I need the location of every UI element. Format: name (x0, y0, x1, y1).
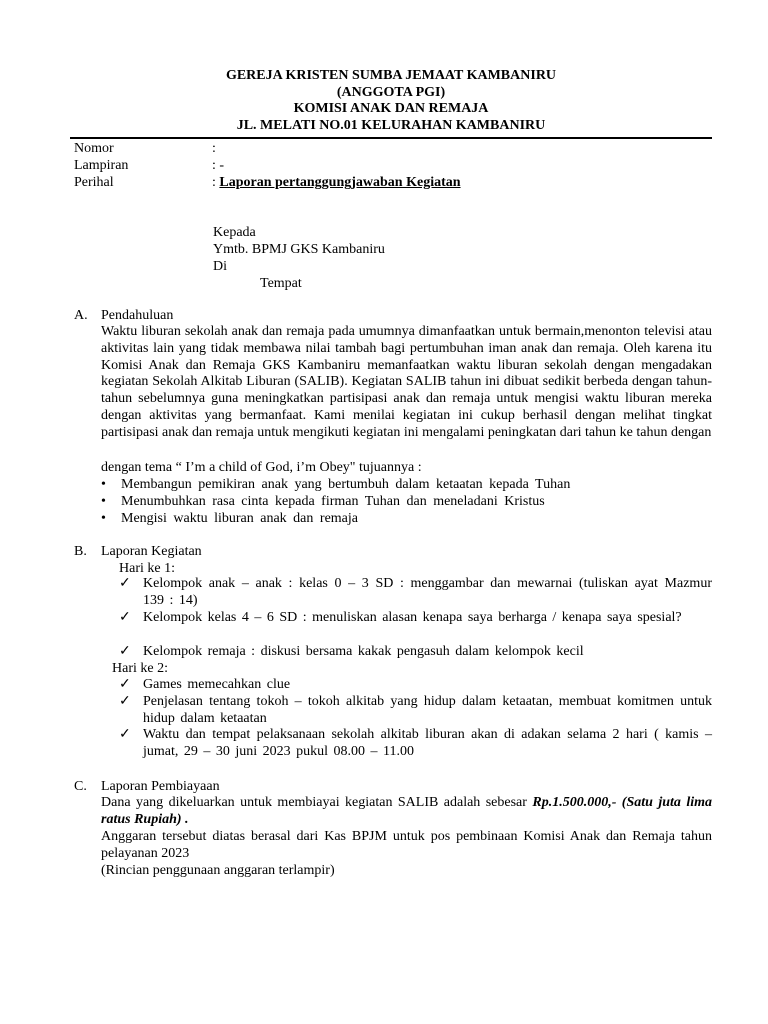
meta-perihal-subject: Laporan pertanggungjawaban Kegiatan (219, 175, 461, 190)
list-item (119, 677, 712, 694)
section-c-funding-prefix: Dana yang dikeluarkan untuk membiayai kegiatan SALIB adalah sebesar (101, 795, 533, 810)
section-a-bullet-1: Membangun pemikiran anak yang bertumbuh dalam ketaatan kepada Tuhan (121, 477, 571, 492)
section-c-funding-suffix: . (181, 811, 189, 827)
section-b-day1-item-1: Kelompok anak – anak : kelas 0 – 3 SD : menggambar dan mewarnai (tuliskan ayat Mazmur 139 : 14) (143, 576, 712, 608)
meta-perihal-colon: : (212, 175, 220, 190)
section-b-day2-item-2: Penjelasan tentang tokoh – tokoh alkitab yang hidup dalam ketaatan, membuat komitmen untuk hidup dalam ketaatan (143, 694, 712, 726)
section-a-title: Pendahuluan (101, 308, 174, 323)
section-c-source: Anggaran tersebut diatas berasal dari Kas BPJM untuk pos pembinaan Komisi Anak dan Remaja tahun pelayanan 2023 (101, 829, 712, 861)
section-a-theme-line: dengan tema “ I’m a child of God, i’m Obey" tujuannya : (101, 460, 422, 475)
list-item (119, 576, 712, 610)
meta-nomor-label: Nomor (74, 141, 114, 156)
bullet-icon: • (101, 477, 106, 492)
check-icon: ✓ (119, 677, 131, 692)
section-b-day1-label: Hari ke 1: (119, 561, 175, 576)
section-b-letter: B. (74, 544, 87, 559)
check-icon: ✓ (119, 644, 131, 659)
section-c-note: (Rincian penggunaan anggaran terlampir) (101, 863, 335, 878)
list-item (119, 694, 712, 728)
list-item (119, 727, 712, 761)
address-tempat: Tempat (260, 276, 302, 291)
address-recipient: Ymtb. BPMJ GKS Kambaniru (213, 242, 385, 257)
section-a-bullet-3: Mengisi waktu liburan anak dan remaja (121, 511, 358, 526)
list-item (119, 644, 712, 661)
section-a-bullet-2: Menumbuhkan rasa cinta kepada firman Tuhan dan meneladani Kristus (121, 494, 545, 509)
section-a-paragraph: Waktu liburan sekolah anak dan remaja pada umumnya dimanfaatkan untuk bermain,menonton televisi atau aktivitas lain yang tidak membawa nilai tambah bagi pertumbuhan iman anak dan remaja. Oleh karena itu Komisi Anak dan Remaja GKS Kambaniru memanfaatkan waktu liburan sekolah dengan mengadakan kegiatan Sekolah Alkitab Liburan (SALIB). Kegiatan SALIB tahun ini dibuat sedikit berbeda dengan tahun-tahun sebelumnya guna meningkatkan partisipasi anak dan remaja untuk mengisi waktu liburan mereka dengan aktivitas yang bermanfaat. Kami menilai kegiatan ini cukup berhasil dengan melihat tingkat partisipasi anak dan remaja untuk mengikuti kegiatan ini mengalami peningkatan dari tahun ke tahun dengan (101, 324, 712, 440)
section-b-title: Laporan Kegiatan (101, 544, 202, 559)
section-b-day1-item-2: Kelompok kelas 4 – 6 SD : menuliskan alasan kenapa saya berharga / kenapa saya spesial? (143, 610, 682, 625)
letterhead (70, 68, 712, 134)
address-kepada: Kepada (213, 225, 256, 240)
section-c-funding-amount: Rp.1.500.000,- (Satu juta lima ratus Rupiah) (101, 795, 712, 827)
section-c-letter: C. (74, 779, 87, 794)
meta-perihal-label: Perihal (74, 175, 114, 190)
bullet-icon: • (101, 494, 106, 509)
section-b-day2-item-1: Games memecahkan clue (143, 677, 291, 692)
section-b-day1-item-3: Kelompok remaja : diskusi bersama kakak pengasuh dalam kelompok kecil (143, 644, 584, 659)
letterhead-membership: (ANGGOTA PGI) (336, 84, 446, 100)
section-c-title: Laporan Pembiayaan (101, 779, 220, 794)
bullet-icon: • (101, 511, 106, 526)
section-c-funding (101, 795, 712, 829)
check-icon: ✓ (119, 610, 131, 625)
letterhead-address: JL. MELATI NO.01 KELURAHAN KAMBANIRU (236, 117, 546, 133)
letterhead-church-name: GEREJA KRISTEN SUMBA JEMAAT KAMBANIRU (225, 68, 557, 83)
check-icon: ✓ (119, 576, 131, 591)
meta-nomor-value: : (212, 141, 216, 156)
letterhead-divider (70, 137, 712, 139)
section-a-letter: A. (74, 308, 88, 323)
meta-perihal-value-wrap (212, 174, 461, 191)
check-icon: ✓ (119, 694, 131, 709)
check-icon: ✓ (119, 727, 131, 742)
address-di: Di (213, 259, 227, 274)
list-item (119, 610, 712, 627)
section-b-day2-label: Hari ke 2: (112, 661, 168, 676)
meta-lampiran-label: Lampiran (74, 158, 129, 173)
section-b-day2-item-3: Waktu dan tempat pelaksanaan sekolah alkitab liburan akan di adakan selama 2 hari ( kamis – jumat, 29 – 30 juni 2023 pukul 08.00 – 11.00 (143, 727, 712, 759)
letterhead-commission: KOMISI ANAK DAN REMAJA (293, 101, 489, 116)
meta-lampiran-value: : - (212, 158, 225, 173)
